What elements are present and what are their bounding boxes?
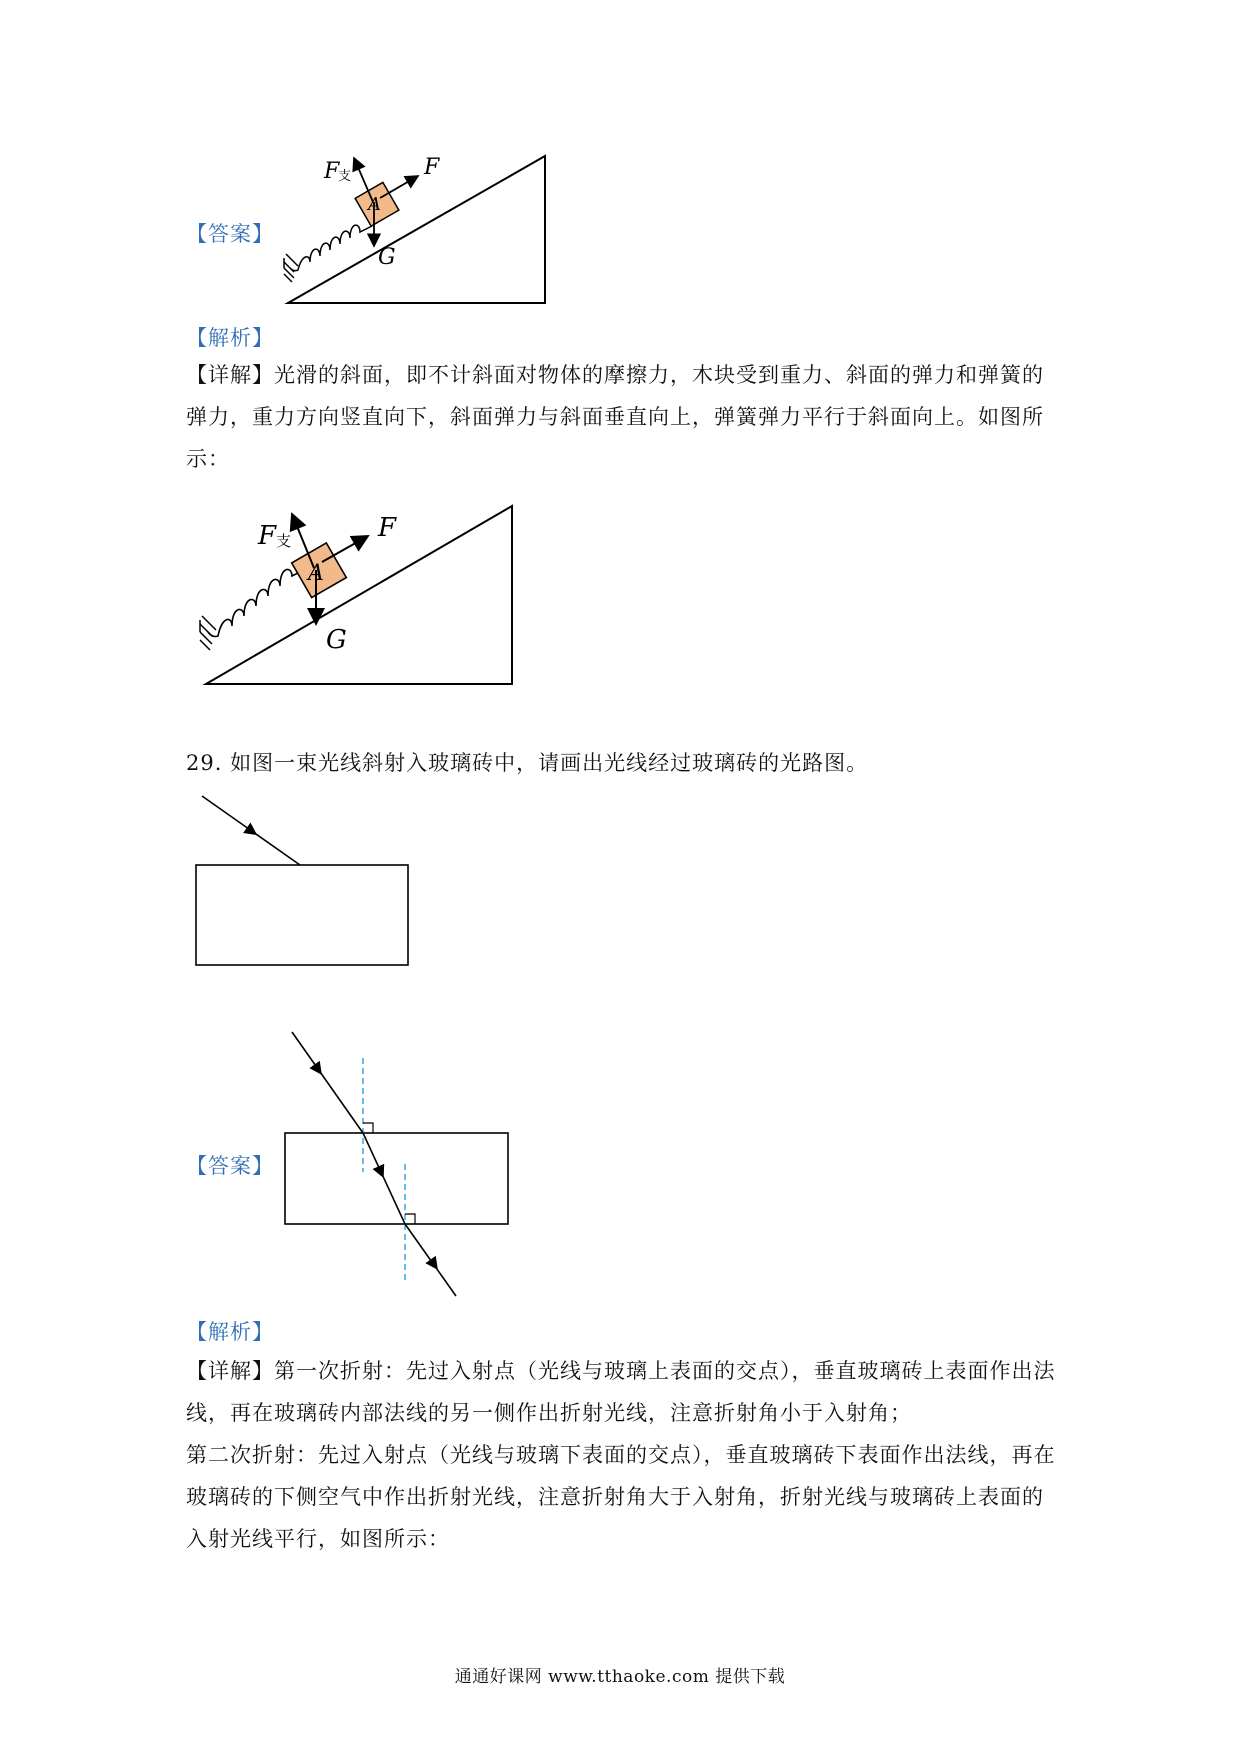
glass-block: [285, 1133, 508, 1224]
incident-ray: [292, 1032, 363, 1133]
glass-block-answer-figure: [280, 1026, 520, 1306]
pull-force-label: F: [378, 513, 397, 543]
support-force-label: F: [258, 521, 277, 551]
analysis-paragraph: [186, 354, 1044, 480]
page-footer: 通通好课网 www.tthaoke.com 提供下载: [454, 1667, 786, 1687]
glass-block: [196, 865, 408, 965]
refracted-ray: [363, 1133, 405, 1224]
refracted-ray-arrow: [380, 1170, 381, 1172]
analysis2-line-2: 线，再在玻璃砖内部法线的另一侧作出折射光线，注意折射角小于入射角；: [186, 1401, 912, 1425]
gravity-label: G: [378, 245, 396, 270]
support-force-label: F: [324, 159, 340, 184]
analysis-line-3: 示：: [186, 447, 230, 471]
detail-tag: 【详解】: [186, 363, 274, 387]
pull-force-label: F: [424, 155, 440, 180]
analysis2-line-5: 入射光线平行，如图所示：: [186, 1527, 450, 1551]
analysis2-line-3: 第二次折射：先过入射点（光线与玻璃下表面的交点），垂直玻璃砖下表面作出法线，再在: [186, 1443, 1056, 1467]
answer-label: 【答案】: [186, 222, 274, 246]
analysis2-line-1: 第一次折射：先过入射点（光线与玻璃上表面的交点），垂直玻璃砖上表面作出法: [274, 1359, 1056, 1383]
question-text: 如图一束光线斜射入玻璃砖中，请画出光线经过玻璃砖的光路图。: [230, 751, 869, 775]
block-label: A: [368, 194, 381, 215]
analysis-line-2: 弹力，重力方向竖直向下，斜面弹力与斜面垂直向上，弹簧弹力平行于斜面向上。如图所: [186, 405, 1044, 429]
emergent-ray-arrow: [433, 1263, 434, 1265]
analysis-label: 【解析】: [186, 326, 274, 350]
detail-tag-2: 【详解】: [186, 1359, 274, 1383]
spring: [208, 568, 308, 637]
analysis-label-2: 【解析】: [186, 1320, 274, 1344]
answer-label-2: 【答案】: [186, 1154, 274, 1178]
support-force-sub: 支: [276, 532, 292, 550]
analysis2-line-4: 玻璃砖的下侧空气中作出折射光线，注意折射角大于入射角，折射光线与玻璃砖上表面的: [186, 1485, 1044, 1509]
question-number: 29.: [186, 751, 223, 775]
spring: [290, 225, 372, 271]
incline-figure-analysis: [196, 500, 526, 690]
analysis-paragraph-2: [186, 1350, 1056, 1560]
support-force-sub: 支: [338, 169, 352, 184]
incident-ray-arrow: [317, 1068, 318, 1070]
question-29: [186, 742, 868, 784]
gravity-label: G: [326, 625, 347, 655]
right-angle-mark-top: [363, 1123, 373, 1133]
incline-figure-answer: [280, 150, 560, 310]
incline: [206, 506, 512, 684]
glass-block-question-figure: [190, 788, 420, 968]
right-angle-mark-bottom: [405, 1214, 415, 1224]
emergent-ray: [405, 1224, 456, 1296]
analysis-line-1: 光滑的斜面，即不计斜面对物体的摩擦力，木块受到重力、斜面的弹力和弹簧的: [274, 363, 1044, 387]
block-label: A: [308, 561, 324, 586]
